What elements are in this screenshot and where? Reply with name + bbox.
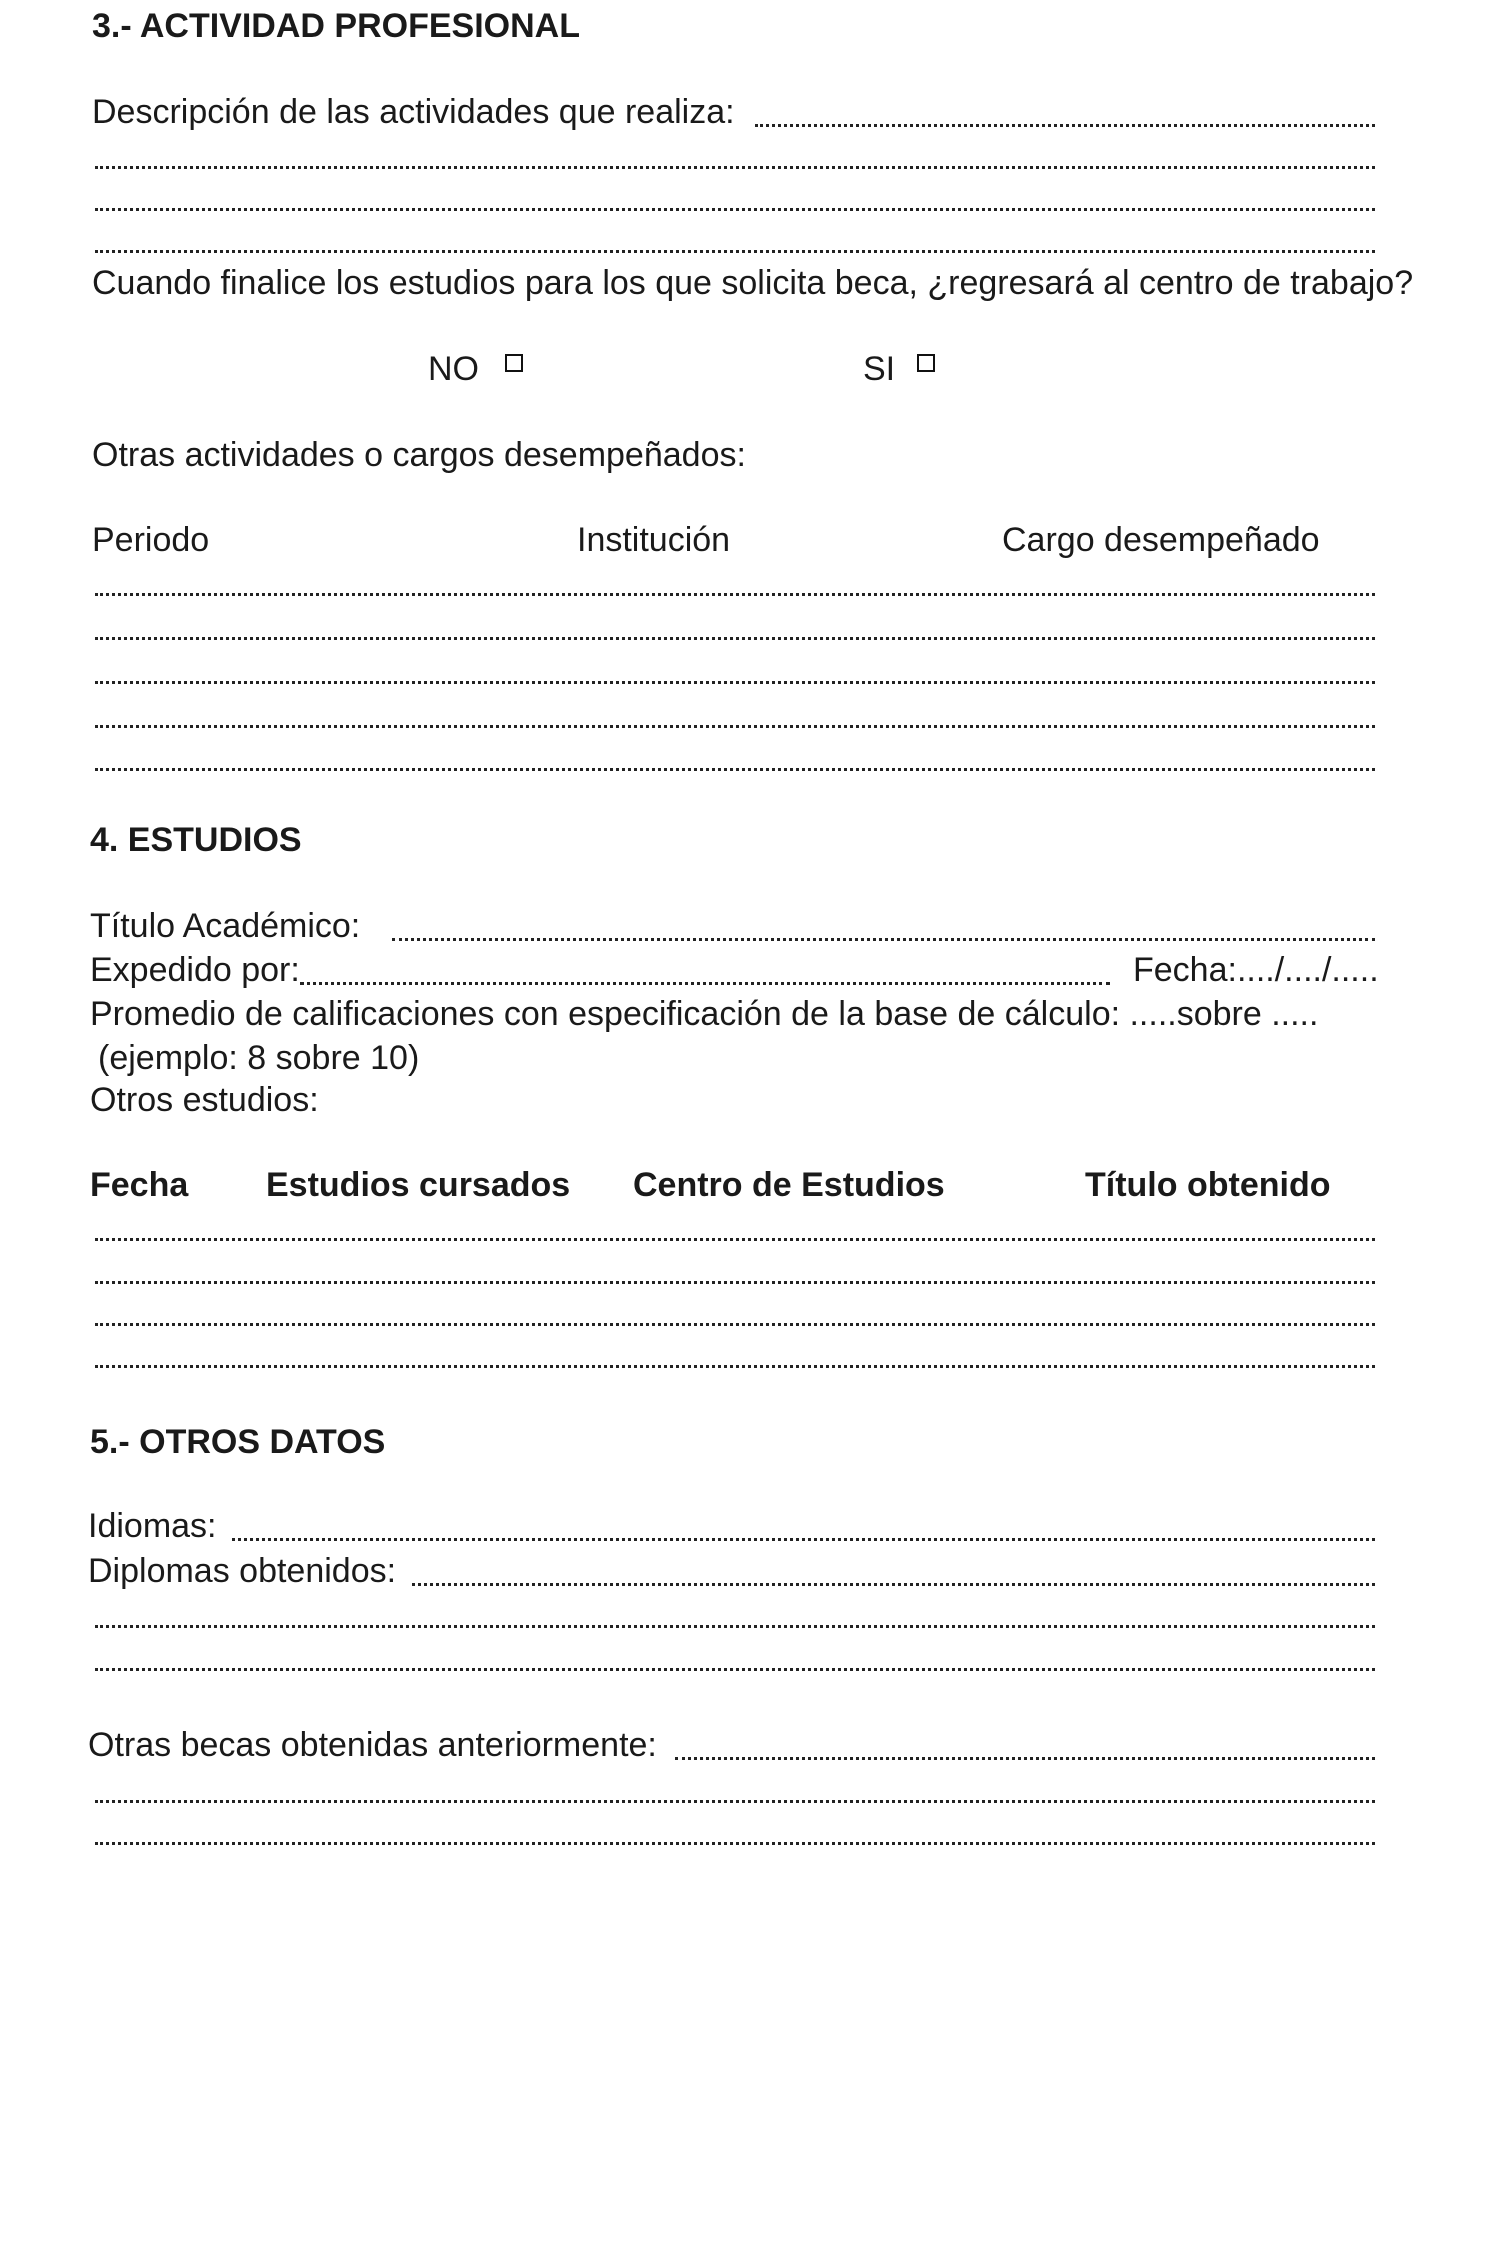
activities-input-line[interactable]: [95, 768, 1375, 771]
expedido-label: Expedido por:: [90, 951, 300, 989]
option-no-label: NO: [428, 350, 479, 388]
section-5-heading: 5.- OTROS DATOS: [90, 1423, 386, 1461]
diplomas-label: Diplomas obtenidos:: [88, 1552, 397, 1590]
becas-input-line[interactable]: [95, 1842, 1375, 1845]
description-input-line[interactable]: [95, 166, 1375, 169]
section-3-heading: 3.- ACTIVIDAD PROFESIONAL: [92, 7, 580, 45]
ejemplo-note: (ejemplo: 8 sobre 10): [98, 1039, 420, 1077]
column-header-periodo: Periodo: [92, 521, 210, 559]
estudios-input-line[interactable]: [95, 1323, 1375, 1326]
promedio-label[interactable]: Promedio de calificaciones con especificación de la base de cálculo: .....sobre .....: [90, 995, 1319, 1033]
expedido-input-line[interactable]: [300, 982, 1110, 985]
column-header-fecha: Fecha: [90, 1166, 189, 1204]
estudios-input-line[interactable]: [95, 1365, 1375, 1368]
idiomas-input-line[interactable]: [232, 1538, 1375, 1541]
becas-label: Otras becas obtenidas anteriormente:: [88, 1726, 657, 1764]
checkbox-si[interactable]: [917, 354, 935, 372]
activities-input-line[interactable]: [95, 637, 1375, 640]
column-header-estudios: Estudios cursados: [266, 1166, 571, 1204]
diplomas-input-line[interactable]: [95, 1668, 1375, 1671]
section-4-heading: 4. ESTUDIOS: [90, 821, 302, 859]
fecha-label[interactable]: Fecha:..../..../.....: [1133, 951, 1379, 989]
return-question: Cuando finalice los estudios para los que solicita beca, ¿regresará al centro de trabajo?: [92, 264, 1414, 302]
column-header-titulo: Título obtenido: [1085, 1166, 1331, 1204]
description-input-line[interactable]: [95, 250, 1375, 253]
activities-input-line[interactable]: [95, 593, 1375, 596]
activities-input-line[interactable]: [95, 681, 1375, 684]
column-header-institucion: Institución: [577, 521, 731, 559]
diplomas-input-line[interactable]: [412, 1583, 1375, 1586]
checkbox-no[interactable]: [505, 354, 523, 372]
option-si-label: SI: [863, 350, 896, 388]
diplomas-input-line[interactable]: [95, 1625, 1375, 1628]
column-header-centro: Centro de Estudios: [633, 1166, 945, 1204]
estudios-input-line[interactable]: [95, 1281, 1375, 1284]
description-input-line[interactable]: [95, 208, 1375, 211]
becas-input-line[interactable]: [675, 1757, 1375, 1760]
column-header-cargo: Cargo desempeñado: [1002, 521, 1320, 559]
activities-input-line[interactable]: [95, 725, 1375, 728]
otros-estudios-label: Otros estudios:: [90, 1081, 319, 1119]
other-activities-label: Otras actividades o cargos desempeñados:: [92, 436, 746, 474]
description-label: Descripción de las actividades que realiza:: [92, 93, 735, 131]
titulo-label: Título Académico:: [90, 907, 361, 945]
titulo-input-line[interactable]: [392, 938, 1375, 941]
idiomas-label: Idiomas:: [88, 1507, 217, 1545]
estudios-input-line[interactable]: [95, 1238, 1375, 1241]
description-input-line[interactable]: [755, 124, 1375, 127]
becas-input-line[interactable]: [95, 1800, 1375, 1803]
